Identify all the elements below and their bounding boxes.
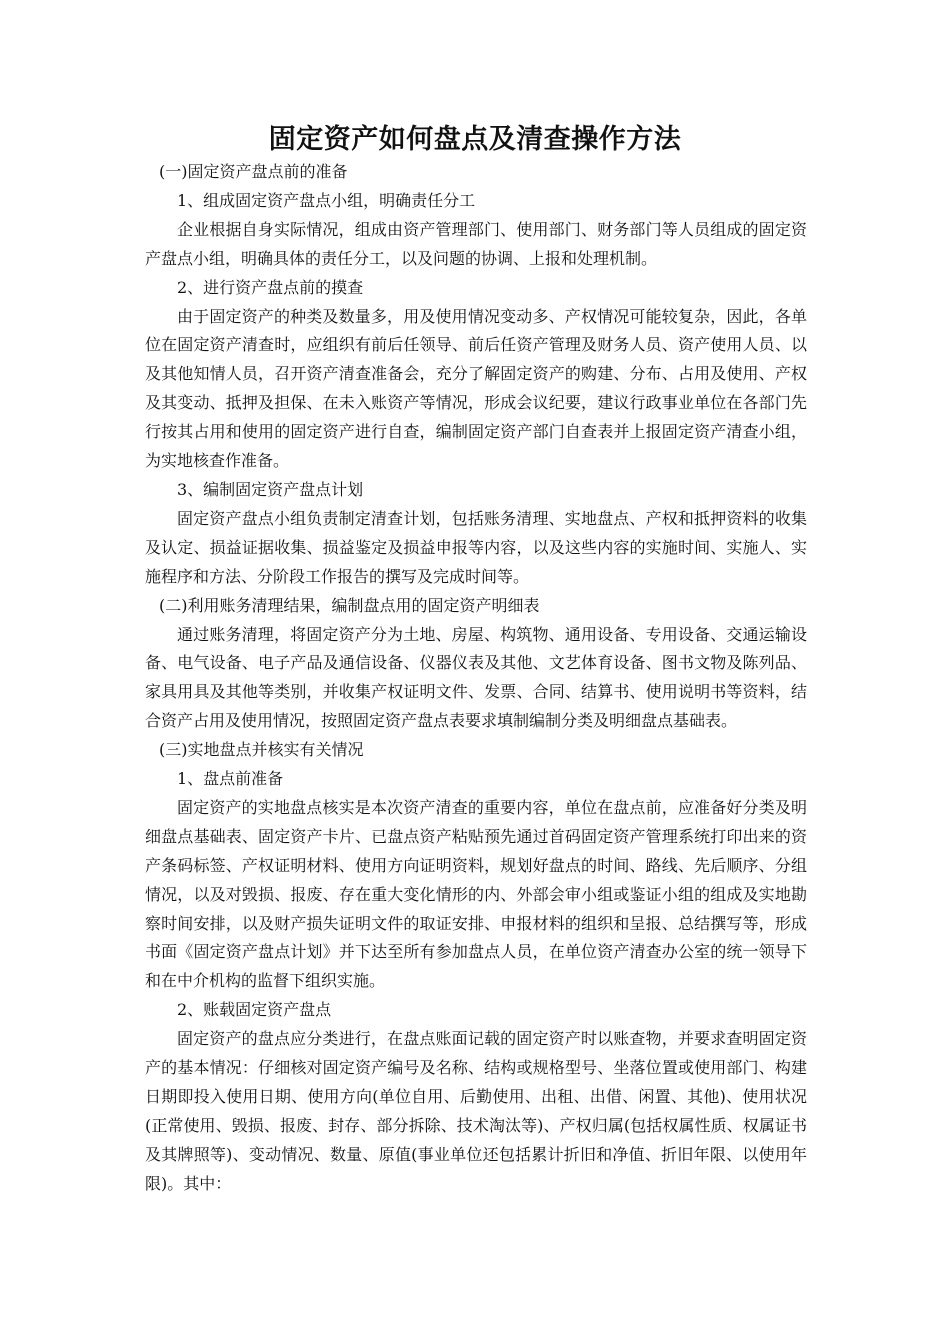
document-title: 固定资产如何盘点及清查操作方法 [268,124,682,155]
paragraph: 企业根据自身实际情况，组成由资产管理部门、使用部门、财务部门等人员组成的固定资产盘点小组，明确具体的责任分工，以及问题的协调、上报和处理机制。 [145,219,807,268]
section-heading-2: (二)利用账务清理结果，编制盘点用的固定资产明细表 [159,595,540,615]
paragraph: 固定资产的盘点应分类进行，在盘点账面记载的固定资产时以账查物，并要求查明固定资产的基本情况：仔细核对固定资产编号及名称、结构或规格型号、坐落位置或使用部门、构建日期即投入使用日期、使用方向(单位自用、后勤使用、出租、出借、闲置、其他)、使用状况(正常使用、毁损、报废、封存、部分拆除、技术淘汰等)、产权归属(包括权属性质、权属证书及其牌照等)、变动情况、数量、原值(事业单位还包括累计折旧和净值、折旧年限、以使用年限)。其中： [145,1029,807,1193]
paragraph: 固定资产的实地盘点核实是本次资产清查的重要内容，单位在盘点前，应准备好分类及明细盘点基础表、固定资产卡片、已盘点资产粘贴预先通过首码固定资产管理系统打印出来的资产条码标签、产权证明材料、使用方向证明资料，规划好盘点的时间、路线、先后顺序、分组情况，以及对毁损、报废、存在重大变化情形的内、外部会审小组或鉴证小组的组成及实地勘察时间安排，以及财产损失证明文件的取证安排、申报材料的组织和呈报、总结撰写等，形成书面《固定资产盘点计划》并下达至所有参加盘点人员，在单位资产清查办公室的统一领导下和在中介机构的监督下组织实施。 [145,797,807,991]
paragraph: 固定资产盘点小组负责制定清查计划，包括账务清理、实地盘点、产权和抵押资料的收集及认定、损益证据收集、损益鉴定及损益申报等内容，以及这些内容的实施时间、实施人、实施程序和方法、分阶段工作报告的撰写及完成时间等。 [145,508,807,586]
paragraph: 通过账务清理，将固定资产分为土地、房屋、构筑物、通用设备、专用设备、交通运输设备、电气设备、电子产品及通信设备、仪器仪表及其他、文艺体育设备、图书文物及陈列品、家具用具及其他等类别，并收集产权证明文件、发票、合同、结算书、使用说明书等资料，结合资产占用及使用情况，按照固定资产盘点表要求填制编制分类及明细盘点基础表。 [145,624,807,731]
document-body [145,158,807,1199]
section-heading-1: (一)固定资产盘点前的准备 [159,162,348,181]
paragraph: 由于固定资产的种类及数量多，用及使用情况变动多、产权情况可能较复杂，因此，各单位在固定资产清查时，应组织有前后任领导、前后任资产管理及财务人员、资产使用人员、以及其他知情人员，召开资产清查准备会，充分了解固定资产的购建、分布、占用及使用、产权及其变动、抵押及担保、在未入账资产等情况，形成会议纪要，建议行政事业单位在各部门先行按其占用和使用的固定资产进行自查，编制固定资产部门自查表并上报固定资产清查小组，为实地核查作准备。 [145,306,807,471]
subsection-heading-1-3: 3、编制固定资产盘点计划 [177,479,364,499]
subsection-heading-1-2: 2、进行资产盘点前的摸查 [177,277,364,297]
subsection-heading-1-1: 1、组成固定资产盘点小组，明确责任分工 [177,190,476,210]
subsection-heading-3-1: 1、盘点前准备 [177,769,284,789]
section-heading-3: (三)实地盘点并核实有关情况 [159,740,364,760]
subsection-heading-3-2: 2、账载固定资产盘点 [177,1000,332,1020]
